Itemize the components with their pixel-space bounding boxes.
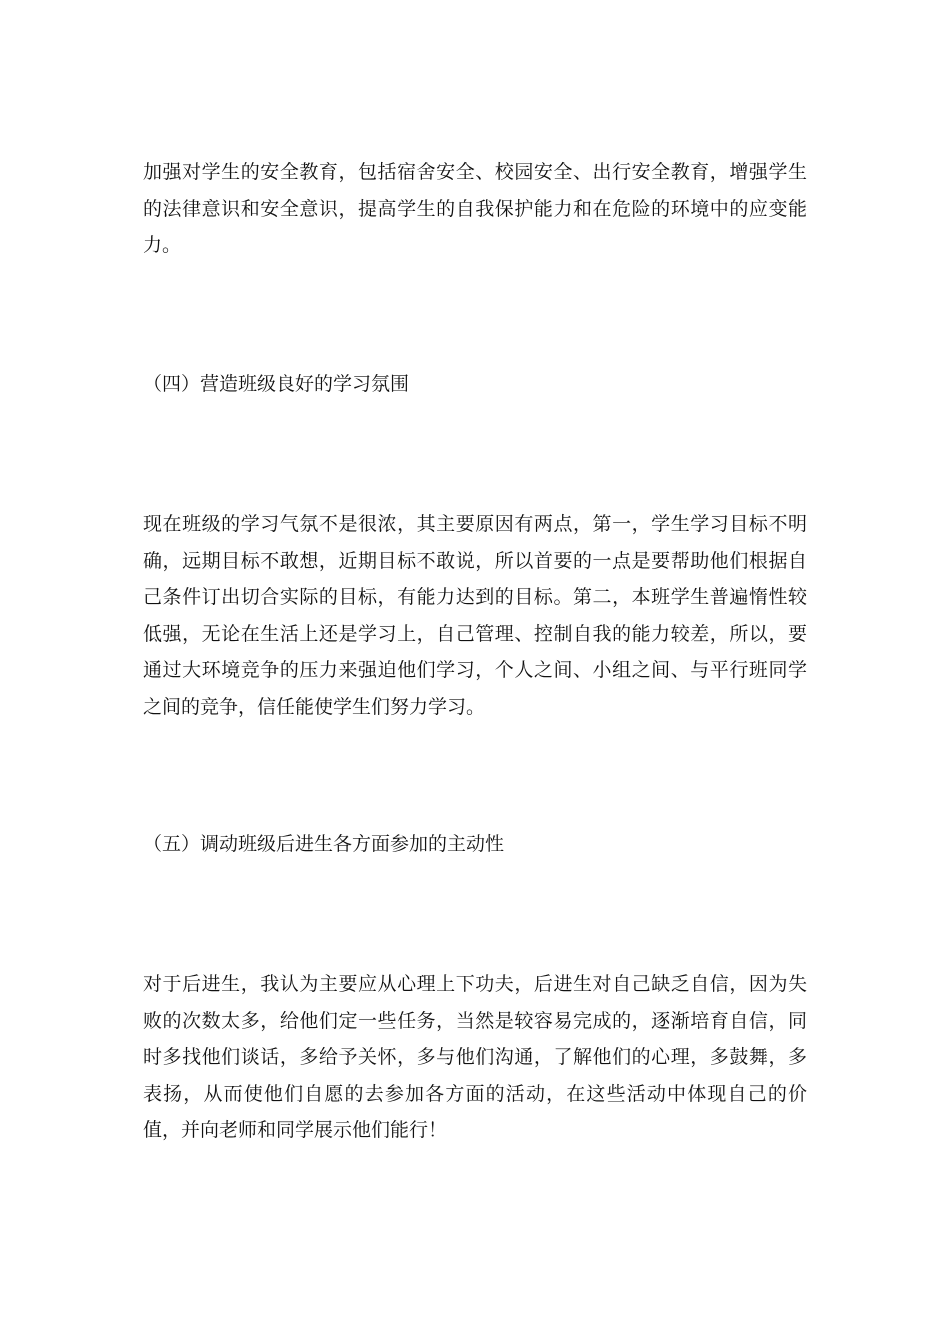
- paragraph-safety-education: 加强对学生的安全教育，包括宿舍安全、校园安全、出行安全教育，增强学生的法律意识和安全意识，提高学生的自我保护能力和在危险的环境中的应变能力。: [143, 161, 807, 256]
- section-heading-5: （五）调动班级后进生各方面参加的主动性: [143, 833, 505, 855]
- paragraph-underachievers: 对于后进生，我认为主要应从心理上下功夫，后进生对自己缺乏自信，因为失败的次数太多，给他们定一些任务，当然是较容易完成的，逐渐培育自信，同时多找他们谈话，多给予关怀，多与他们沟通，了解他们的心理，多鼓舞，多表扬，从而使他们自愿的去参加各方面的活动，在这些活动中体现自己的价值，并向老师和同学展示他们能行！: [143, 973, 807, 1141]
- paragraph-learning-atmosphere: 现在班级的学习气氛不是很浓，其主要原因有两点，第一，学生学习目标不明确，远期目标不敢想，近期目标不敢说，所以首要的一点是要帮助他们根据自己条件订出切合实际的目标，有能力达到的目标。第二，本班学生普遍惰性较低强，无论在生活上还是学习上，自己管理、控制自我的能力较差，所以，要通过大环境竞争的压力来强迫他们学习，个人之间、小组之间、与平行班同学之间的竞争，信任能使学生们努力学习。: [143, 513, 807, 718]
- section-heading-4: （四）营造班级良好的学习氛围: [143, 373, 410, 395]
